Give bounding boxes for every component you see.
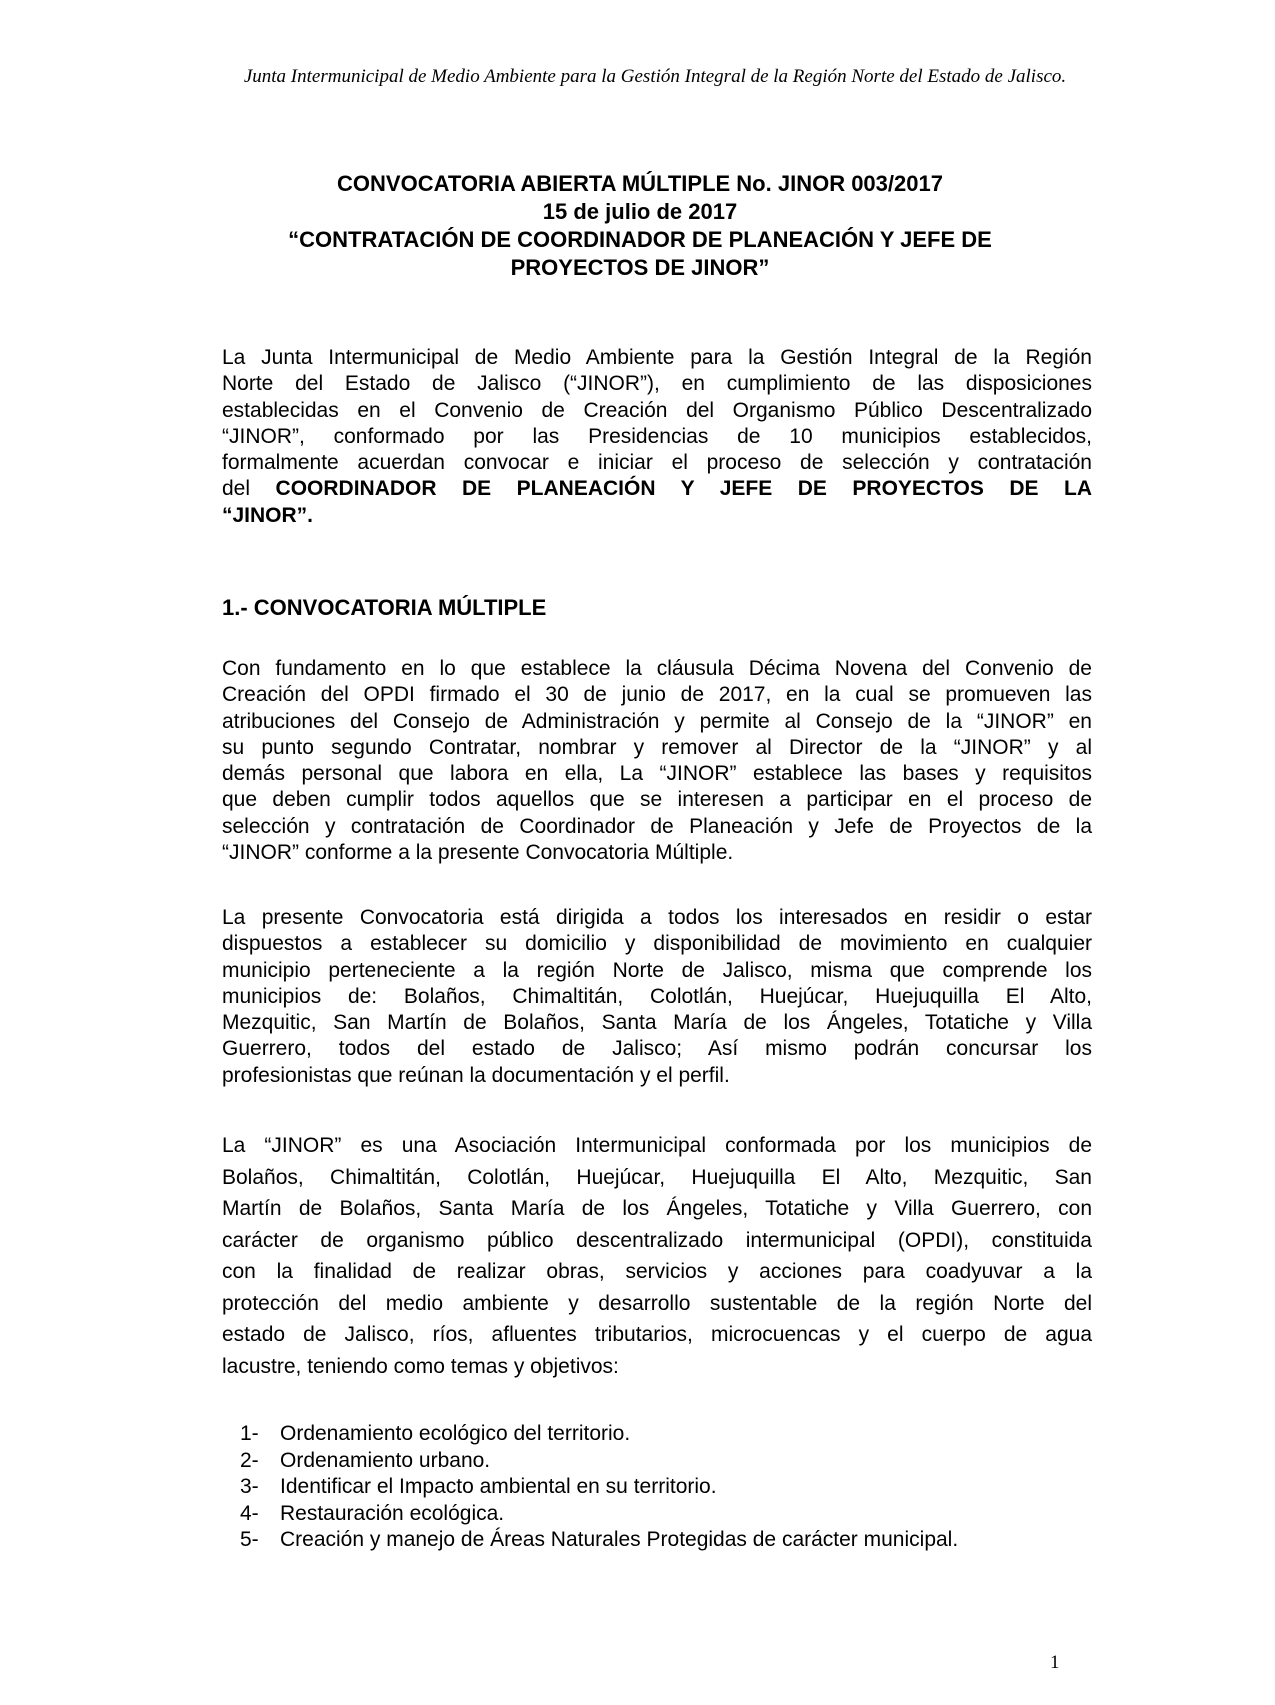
text-line: “JINOR”, conformado por las Presidencias de 10 municipios establecidos,	[222, 424, 1092, 448]
list-number: 3-	[240, 1475, 259, 1498]
text-line: selección y contratación de Coordinador de Planeación y Jefe de Proyectos de la	[222, 814, 1092, 838]
text-line: Mezquitic, San Martín de Bolaños, Santa María de los Ángeles, Totatiche y Villa	[222, 1011, 1092, 1035]
text-line: formalmente acuerdan convocar e iniciar el proceso de selección y contratación	[222, 451, 1092, 475]
list-item-text: Restauración ecológica.	[280, 1501, 505, 1525]
text-line: Creación del OPDI firmado el 30 de junio de 2017, en la cual se promueven las	[222, 683, 1092, 707]
list-item	[240, 1527, 958, 1554]
paragraph-convenio	[222, 656, 1092, 866]
list-item	[240, 1421, 958, 1448]
objectives-list	[240, 1421, 958, 1554]
title-line-2: 15 de julio de 2017	[542, 199, 738, 224]
list-item	[240, 1501, 958, 1528]
paragraph-dirigida	[222, 905, 1092, 1089]
text-line: Con fundamento en lo que establece la cláusula Décima Novena del Convenio de	[222, 657, 1092, 680]
list-item-text: Ordenamiento urbano.	[280, 1448, 491, 1472]
running-header: Junta Intermunicipal de Medio Ambiente para la Gestión Integral de la Región Norte del Estado de Jalisco.	[243, 66, 1067, 87]
text-line: La presente Convocatoria está dirigida a todos los interesados en residir o estar	[222, 906, 1092, 929]
list-number: 5-	[240, 1528, 259, 1551]
list-item-text: Ordenamiento ecológico del territorio.	[280, 1422, 631, 1445]
position-name-bold: COORDINADOR DE PLANEACIÓN Y JEFE DE PROYECTOS DE LA	[275, 477, 1093, 501]
intro-paragraph	[222, 345, 1092, 529]
text-line: estado de Jalisco, ríos, afluentes tributarios, microcuencas y el cuerpo de agua	[222, 1323, 1092, 1346]
text-line: “JINOR” conforme a la presente Convocatoria Múltiple.	[222, 841, 734, 865]
text-line: establecidas en el Convenio de Creación del Organismo Público Descentralizado	[222, 398, 1092, 422]
list-number: 4-	[240, 1501, 259, 1525]
text-line: atribuciones del Consejo de Administración y permite al Consejo de la “JINOR” en	[222, 709, 1092, 733]
text-line	[222, 476, 1092, 502]
text-line: Guerrero, todos del estado de Jalisco; Así mismo podrán concursar los	[222, 1037, 1092, 1061]
list-number: 2-	[240, 1448, 259, 1472]
text-line: lacustre, teniendo como temas y objetivos:	[222, 1354, 619, 1378]
text-line: que deben cumplir todos aquellos que se interesen a participar en el proceso de	[222, 788, 1092, 812]
page-number: 1	[1050, 1652, 1060, 1673]
text-line: Norte del Estado de Jalisco (“JINOR”), en cumplimiento de las disposiciones	[222, 372, 1092, 396]
text-line: municipio perteneciente a la región Norte de Jalisco, misma que comprende los	[222, 958, 1092, 982]
position-name-bold-end: “JINOR”.	[222, 503, 314, 527]
list-item	[240, 1474, 958, 1501]
section-heading: 1.- CONVOCATORIA MÚLTIPLE	[222, 595, 547, 620]
document-title	[220, 170, 1060, 282]
title-line-1: CONVOCATORIA ABIERTA MÚLTIPLE No. JINOR 003/2017	[337, 171, 943, 196]
text-line: La “JINOR” es una Asociación Intermunicipal conformada por los municipios de	[222, 1134, 1092, 1157]
text-line: protección del medio ambiente y desarrollo sustentable de la región Norte del	[222, 1291, 1092, 1315]
text-line: dispuestos a establecer su domicilio y disponibilidad de movimiento en cualquier	[222, 932, 1092, 956]
text-fragment: del	[222, 477, 251, 501]
text-line: profesionistas que reúnan la documentación y el perfil.	[222, 1063, 730, 1087]
text-line: La Junta Intermunicipal de Medio Ambiente para la Gestión Integral de la Región	[222, 346, 1092, 369]
list-item-text: Creación y manejo de Áreas Naturales Protegidas de carácter municipal.	[280, 1528, 959, 1551]
list-item	[240, 1448, 958, 1475]
list-item-text: Identificar el Impacto ambiental en su territorio.	[280, 1475, 717, 1498]
paragraph-asociacion	[222, 1130, 1092, 1382]
title-line-3: “CONTRATACIÓN DE COORDINADOR DE PLANEACIÓN Y JEFE DE	[288, 227, 992, 252]
text-line: su punto segundo Contratar, nombrar y remover al Director de la “JINOR” y al	[222, 735, 1092, 759]
text-line: carácter de organismo público descentralizado intermunicipal (OPDI), constituida	[222, 1228, 1092, 1252]
text-line: Bolaños, Chimaltitán, Colotlán, Huejúcar, Huejuquilla El Alto, Mezquitic, San	[222, 1165, 1092, 1189]
text-line: demás personal que labora en ella, La “JINOR” establece las bases y requisitos	[222, 762, 1092, 786]
text-line: Martín de Bolaños, Santa María de los Ángeles, Totatiche y Villa Guerrero, con	[222, 1197, 1092, 1220]
title-line-4: PROYECTOS DE JINOR”	[510, 255, 770, 280]
list-number: 1-	[240, 1422, 259, 1445]
text-line: con la finalidad de realizar obras, servicios y acciones para coadyuvar a la	[222, 1260, 1092, 1283]
text-line: municipios de: Bolaños, Chimaltitán, Colotlán, Huejúcar, Huejuquilla El Alto,	[222, 984, 1092, 1008]
